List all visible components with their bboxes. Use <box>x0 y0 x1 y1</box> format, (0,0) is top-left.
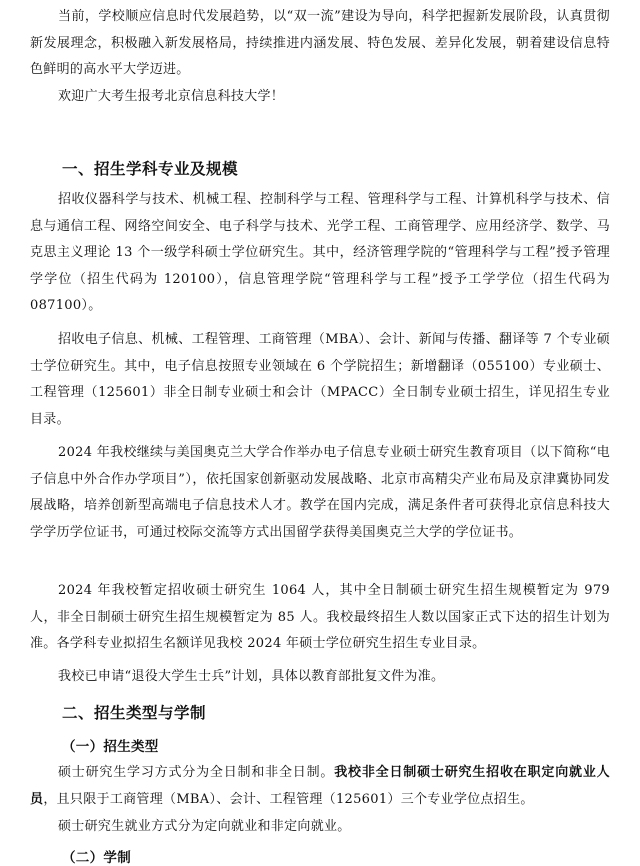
section-1-paragraph-2: 招收电子信息、机械、工程管理、工商管理（MBA）、会计、新闻与传播、翻译等 7 个专业硕士学位研究生。其中，电子信息按照专业领域在 6 个学院招生；新增翻译（055100）专业硕士、工程管理（125601）非全日制专业硕士和会计（MPACC）全日制专业硕士招生，详见招生专业目录。 <box>30 332 610 427</box>
part-time-emphasis-text: 我校非全日制硕士研究生招收在职定向就业人员 <box>30 765 610 807</box>
subsection-1-paragraph-1 <box>30 760 610 813</box>
section-1-paragraph-5: 我校已申请“退役大学生士兵”计划，具体以教育部批复文件为准。 <box>58 669 445 684</box>
section-2-heading: 二、招生类型与学制 <box>62 704 207 722</box>
intro-paragraph-1: 当前，学校顺应信息时代发展趋势，以“双一流”建设为导向，科学把握新发展阶段，认真贯彻新发展理念，积极融入新发展格局，持续推进内涵发展、特色发展、差异化发展，朝着建设信息特色鲜明的高水平大学迈进。 <box>30 9 610 78</box>
section-1-paragraph-3: 2024 年我校继续与美国奥克兰大学合作举办电子信息专业硕士研究生教育项目（以下简称“电子信息中外合作办学项目”），依托国家创新驱动发展战略、北京市高精尖产业布局及京津冀协同发展战略，培养创新型高端电子信息技术人才。教学在国内完成，满足条件者可获得北京信息科技大学学历学位证书，可通过校际交流等方式出国留学获得美国奥克兰大学的学位证书。 <box>30 445 610 540</box>
section-1-heading: 一、招生学科专业及规模 <box>62 160 239 178</box>
type-restriction-text: ，且只限于工商管理（MBA）、会计、工程管理（125601）三个专业学位点招生。 <box>43 791 534 807</box>
subsection-1-heading: （一）招生类型 <box>62 739 159 755</box>
type-intro-text: 硕士研究生学习方式分为全日制和非全日制。 <box>58 765 335 780</box>
subsection-2-heading: （二）学制 <box>62 850 131 866</box>
subsection-1-paragraph-2: 硕士研究生就业方式分为定向就业和非定向就业。 <box>58 819 351 834</box>
intro-paragraph-2: 欢迎广大考生报考北京信息科技大学！ <box>58 89 285 104</box>
section-1-paragraph-1: 招收仪器科学与技术、机械工程、控制科学与工程、管理科学与工程、计算机科学与技术、信息与通信工程、网络空间安全、电子科学与技术、光学工程、工商管理学、应用经济学、数学、马克思主义理论 13 个一级学科硕士学位研究生。其中，经济管理学院的“管理科学与工程”授予管理学学位（招生代码为 120100），信息管理学院“管理科学与工程”授予工学学位（招生代码为 087100）。 <box>30 192 610 314</box>
section-1-paragraph-4: 2024 年我校暂定招收硕士研究生 1064 人，其中全日制硕士研究生招生规模暂定为 979 人，非全日制硕士研究生招生规模暂定为 85 人。我校最终招生人数以国家正式下达的招生计划为准。各学科专业拟招生名额详见我校 2024 年硕士学位研究生招生专业目录。 <box>30 583 610 652</box>
